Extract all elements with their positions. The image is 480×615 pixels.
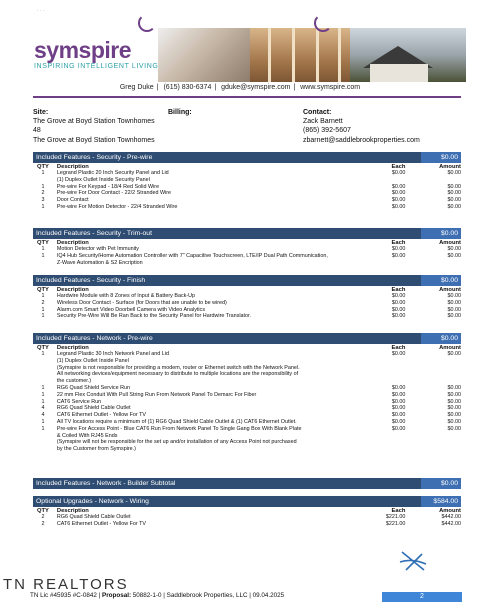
row-qty: 1 [41, 418, 45, 425]
row-qty: 2 [41, 520, 45, 527]
row-amount: $0.00 [447, 293, 461, 299]
row-qty [33, 378, 53, 385]
brand-name: symspire [34, 37, 132, 63]
table-row [33, 446, 461, 453]
row-description: All TV locations require a minimum of (1) RG6 Quad Shield Cable Outlet & (1) CAT6 Ethernet Outlet. [56, 418, 297, 425]
row-description: Wireless Door Contact - Surface (for Doors that are unable to be wired) [56, 299, 227, 306]
table-row [33, 351, 461, 358]
column-header-each: Each [391, 508, 406, 514]
row-amount [405, 378, 461, 385]
section-header [33, 152, 461, 163]
row-description: Pre-wire For Motion Detector - 22/4 Stranded Wire [56, 203, 178, 210]
rep-name: Greg Duke [119, 84, 154, 91]
table-row [33, 521, 461, 528]
row-amount: $0.00 [447, 412, 461, 419]
row-each-price: $0.00 [391, 197, 406, 204]
row-qty: 2 [41, 299, 45, 306]
row-qty: 1 [41, 246, 45, 252]
section [33, 275, 461, 320]
column-header-description: Description [56, 287, 89, 293]
swirl-icon [314, 14, 332, 32]
column-header-each: Each [391, 287, 406, 293]
row-description: 22 mm Flex Conduit With Pull String Run From Network Panel To Demarc For Fiber [56, 391, 257, 398]
row-qty [33, 177, 53, 184]
row-description: RG6 Quad Shield Cable Outlet [56, 514, 131, 520]
letterhead [28, 22, 466, 82]
house-body-shape [370, 64, 428, 82]
row-qty: 1 [41, 252, 45, 259]
row-qty: 1 [41, 398, 45, 405]
section [33, 152, 461, 211]
section-title: Included Features - Network - Pre-wire [36, 335, 153, 342]
brand-tagline: INSPIRING INTELLIGENT LIVING [34, 63, 159, 70]
row-each-price: $0.00 [391, 190, 406, 197]
column-header-amount: Amount [439, 508, 461, 514]
section-total: $0.00 [421, 275, 461, 286]
column-header-qty: QTY [36, 287, 49, 293]
row-each-price: $0.00 [391, 418, 406, 425]
row-amount [405, 260, 461, 267]
contact-email[interactable]: zbarnett@saddlebrookproperties.com [303, 136, 420, 144]
table-row [33, 184, 461, 191]
site-line: The Grove at Boyd Station Townhomes [33, 118, 155, 126]
row-amount: $0.00 [447, 398, 461, 405]
rep-email[interactable]: gduke@symspire.com [221, 84, 291, 91]
section-header [33, 496, 461, 507]
row-amount: $0.00 [447, 203, 461, 210]
column-header-each: Each [391, 240, 406, 246]
line-items-table [33, 239, 461, 266]
column-header-each: Each [391, 345, 406, 351]
row-amount: $0.00 [447, 313, 461, 320]
row-each-price: $0.00 [391, 183, 406, 190]
row-amount: $0.00 [447, 183, 461, 190]
column-header-qty: QTY [36, 345, 49, 351]
row-qty: 1 [41, 306, 45, 313]
brand-logo [34, 38, 158, 70]
row-each-price [354, 433, 406, 440]
row-amount [405, 371, 461, 378]
row-qty: 3 [41, 197, 45, 204]
table-row [33, 204, 461, 211]
column-header-qty: QTY [36, 240, 49, 246]
table-header-row [33, 507, 461, 514]
row-amount: $0.00 [447, 190, 461, 197]
table-row [33, 371, 461, 378]
table-row [33, 358, 461, 365]
table-row [33, 197, 461, 204]
row-description: All networking devices/equipment necessary to distribute to multiple locations are the responsibility of [56, 371, 299, 378]
row-qty [33, 260, 53, 267]
section [33, 333, 461, 453]
row-qty: 1 [41, 391, 45, 398]
line-items-table [33, 344, 461, 453]
row-description: Pre-wire For Access Point - Blue CAT6 Run From Network Panel To Single Gang Box With Blank Plate [56, 425, 302, 432]
site-line: The Grove at Boyd Station Townhomes [33, 136, 155, 144]
line-items-table [33, 163, 461, 211]
column-header-description: Description [56, 345, 89, 351]
signature-mark [398, 548, 428, 574]
billing-label: Billing: [168, 109, 192, 116]
row-each-price [354, 260, 406, 267]
row-description: (1) Duplex Outlet Inside Panel [56, 357, 129, 364]
row-description: Legrand Plastic 20 Inch Security Panel and Lid [56, 170, 169, 176]
row-description: Hardwire Module with 8 Zones of Input & Battery Back-Up [56, 293, 196, 299]
row-amount [405, 439, 461, 446]
row-amount: $0.00 [447, 252, 461, 259]
row-qty: 4 [41, 405, 45, 412]
column-header-qty: QTY [36, 164, 49, 170]
contact-label: Contact: [303, 109, 332, 116]
table-row [33, 405, 461, 412]
row-amount: $0.00 [447, 405, 461, 412]
row-each-price [354, 446, 406, 453]
row-description: (Symspire is not responsible for providing a modem, router or Ethernet switch with the Network Panel. [56, 364, 300, 371]
row-description: Security Pre-Wire Will Be Ran Back to the Security Panel for Hardwire Translator. [56, 313, 252, 320]
column-header-description: Description [56, 508, 89, 514]
column-header-amount: Amount [439, 164, 461, 170]
row-each-price [354, 365, 406, 372]
row-amount: $0.00 [447, 170, 461, 176]
row-each-price: $0.00 [391, 412, 406, 419]
site-label: Site: [33, 109, 49, 116]
row-qty: 4 [41, 412, 45, 419]
row-each-price: $0.00 [391, 203, 406, 210]
row-amount: $0.00 [447, 197, 461, 204]
column-header-description: Description [56, 164, 89, 170]
section-total: $0.00 [421, 478, 461, 489]
row-amount [405, 446, 461, 453]
row-amount: $0.00 [447, 246, 461, 252]
section [33, 478, 461, 489]
row-amount [405, 177, 461, 184]
row-description: Door Contact [56, 197, 89, 204]
proposal-date: 09.04.2025 [252, 592, 285, 599]
row-qty: 1 [41, 183, 45, 190]
row-each-price [354, 378, 406, 385]
column-header-amount: Amount [439, 240, 461, 246]
table-row [33, 365, 461, 372]
table-row [33, 419, 461, 426]
table-row [33, 514, 461, 521]
row-qty [33, 371, 53, 378]
table-row [33, 177, 461, 184]
billing-block [168, 108, 192, 117]
row-each-price: $0.00 [391, 398, 406, 405]
table-row [33, 190, 461, 197]
table-row [33, 412, 461, 419]
banner-photo-strip [158, 28, 466, 82]
website-link[interactable]: www.symspire.com [300, 84, 361, 91]
row-qty: 1 [41, 170, 45, 176]
row-qty: 2 [41, 514, 45, 520]
row-each-price: $221.00 [385, 514, 406, 520]
row-each-price: $0.00 [391, 313, 406, 320]
table-header-row [33, 163, 461, 170]
row-amount [405, 433, 461, 440]
table-row [33, 300, 461, 307]
section-total: $0.00 [421, 228, 461, 239]
banner-photo-framing [250, 28, 350, 82]
row-amount: $0.00 [447, 351, 461, 357]
line-items-table [33, 286, 461, 320]
row-qty: 1 [41, 203, 45, 210]
row-description: RG6 Quad Shield Service Run [56, 384, 131, 391]
row-qty: 1 [41, 351, 45, 357]
header-divider [33, 96, 461, 98]
table-row [33, 293, 461, 300]
row-description: CAT6 Ethernet Outlet - Yellow For TV [56, 520, 146, 527]
row-each-price: $0.00 [391, 384, 406, 391]
line-items-table [33, 507, 461, 528]
row-description: Pre-wire For Door Contact - 22/2 Stranded Wire [56, 190, 172, 197]
row-each-price [354, 371, 406, 378]
row-each-price: $0.00 [391, 391, 406, 398]
row-description: RG6 Quad Shield Cable Outlet [56, 405, 131, 412]
row-description: Alarm.com Smart Video Doorbell Camera with Video Analytics [56, 306, 206, 313]
top-mark: · · · [37, 8, 45, 14]
table-row [33, 246, 461, 253]
tn-realtors-watermark: TN REALTORS [3, 576, 129, 593]
contact-name: Zack Barnett [303, 118, 343, 126]
row-description: CAT6 Ethernet Outlet - Yellow For TV [56, 412, 146, 419]
row-each-price: $0.00 [391, 293, 406, 299]
section-total: $0.00 [421, 152, 461, 163]
row-each-price: $221.00 [385, 520, 406, 527]
row-qty: 1 [41, 313, 45, 320]
row-amount: $0.00 [447, 384, 461, 391]
row-amount: $442.00 [441, 514, 461, 520]
section-title: Optional Upgrades - Network - Wiring [36, 498, 149, 505]
table-header-row [33, 344, 461, 351]
license-number: TN Lic #45935 #C-0842 [30, 592, 97, 599]
column-header-amount: Amount [439, 345, 461, 351]
row-each-price [354, 177, 406, 184]
row-description: Legrand Plastic 30 Inch Network Panel and Lid [56, 351, 169, 357]
banner-photo-installer [158, 28, 250, 82]
section-title: Included Features - Network - Builder Subtotal [36, 480, 176, 487]
row-description: Pre-wire For Keypad - 18/4 Red Solid Wire [56, 183, 160, 190]
row-amount: $0.00 [447, 425, 461, 432]
proposal-number: 50882-1-0 [132, 592, 162, 599]
table-row [33, 307, 461, 314]
company-name: Saddlebrook Properties, LLC [166, 592, 248, 599]
section-header [33, 228, 461, 239]
section-header [33, 478, 461, 489]
row-description: Z-Wave Automation & S2 Encription [56, 259, 143, 266]
row-qty: 1 [41, 384, 45, 391]
table-header-row [33, 286, 461, 293]
row-description: by the Customer from Symspire.) [56, 446, 136, 453]
row-amount: $0.00 [447, 306, 461, 313]
row-qty [33, 439, 53, 446]
row-each-price [354, 358, 406, 365]
section-title: Included Features - Security - Finish [36, 277, 146, 284]
row-qty: 1 [41, 293, 45, 299]
row-each-price: $0.00 [391, 246, 406, 252]
section-header [33, 275, 461, 286]
sales-contact-line: Greg Duke | (615) 830-6374 | gduke@symspire.com | www.symspire.com [119, 84, 361, 91]
contact-block [303, 108, 420, 145]
row-amount [405, 365, 461, 372]
table-row [33, 426, 461, 433]
row-description: IQ4 Hub Security/Home Automation Controller with 7" Capacitive Touchscreen, LTE/IP Dual Path Communication, [56, 252, 328, 259]
site-line: 48 [33, 127, 41, 135]
row-description: & Coiled With RJ45 Ends [56, 432, 118, 439]
footer-line: TN Lic #45935 #C-0842 | Proposal: 50882-1-0 | Saddlebrook Properties, LLC | 09.04.2025 [30, 592, 285, 599]
row-qty: 1 [41, 425, 45, 432]
table-row [33, 392, 461, 399]
section-total: $584.00 [421, 496, 461, 507]
column-header-each: Each [391, 164, 406, 170]
row-amount: $0.00 [447, 418, 461, 425]
proposal-label: Proposal: [102, 592, 132, 599]
swirl-icon [138, 14, 156, 32]
section-header [33, 333, 461, 344]
row-qty [33, 358, 53, 365]
table-row [33, 385, 461, 392]
table-row [33, 433, 461, 440]
row-qty: 2 [41, 190, 45, 197]
row-description: CAT6 Service Run [56, 398, 102, 405]
row-each-price: $0.00 [391, 306, 406, 313]
row-each-price: $0.00 [391, 351, 406, 357]
table-row [33, 253, 461, 260]
row-amount [405, 358, 461, 365]
site-block [33, 108, 155, 145]
row-each-price: $0.00 [391, 405, 406, 412]
section-total: $0.00 [421, 333, 461, 344]
row-description: the customer.) [56, 378, 92, 385]
table-header-row [33, 239, 461, 246]
row-each-price: $0.00 [391, 170, 406, 176]
table-row [33, 170, 461, 177]
table-row [33, 378, 461, 385]
section [33, 496, 461, 528]
row-each-price: $0.00 [391, 425, 406, 432]
table-row [33, 313, 461, 320]
row-each-price: $0.00 [391, 299, 406, 306]
table-row [33, 439, 461, 446]
contact-phone: (865) 392-5607 [303, 127, 351, 135]
row-qty [33, 446, 53, 453]
table-row [33, 399, 461, 406]
table-row [33, 260, 461, 267]
section [33, 228, 461, 266]
row-description: (1) Duplex Outlet Inside Security Panel [56, 176, 150, 183]
row-amount: $442.00 [441, 520, 461, 527]
row-description: Motion Detector with Pet Immunity [56, 246, 139, 252]
column-header-description: Description [56, 240, 89, 246]
row-each-price: $0.00 [391, 252, 406, 259]
row-amount: $0.00 [447, 391, 461, 398]
row-amount: $0.00 [447, 299, 461, 306]
section-title: Included Features - Security - Pre-wire [36, 154, 153, 161]
row-qty [33, 433, 53, 440]
section-title: Included Features - Security - Trim-out [36, 230, 152, 237]
row-each-price [354, 439, 406, 446]
column-header-amount: Amount [439, 287, 461, 293]
column-header-qty: QTY [36, 508, 49, 514]
page-number-badge: 2 [382, 592, 462, 602]
row-description: (Symspire will not be responsible for the set up and/or installation of any Access Point not purchased [56, 439, 297, 446]
rep-phone: (615) 830-6374 [163, 84, 212, 91]
row-qty [33, 365, 53, 372]
